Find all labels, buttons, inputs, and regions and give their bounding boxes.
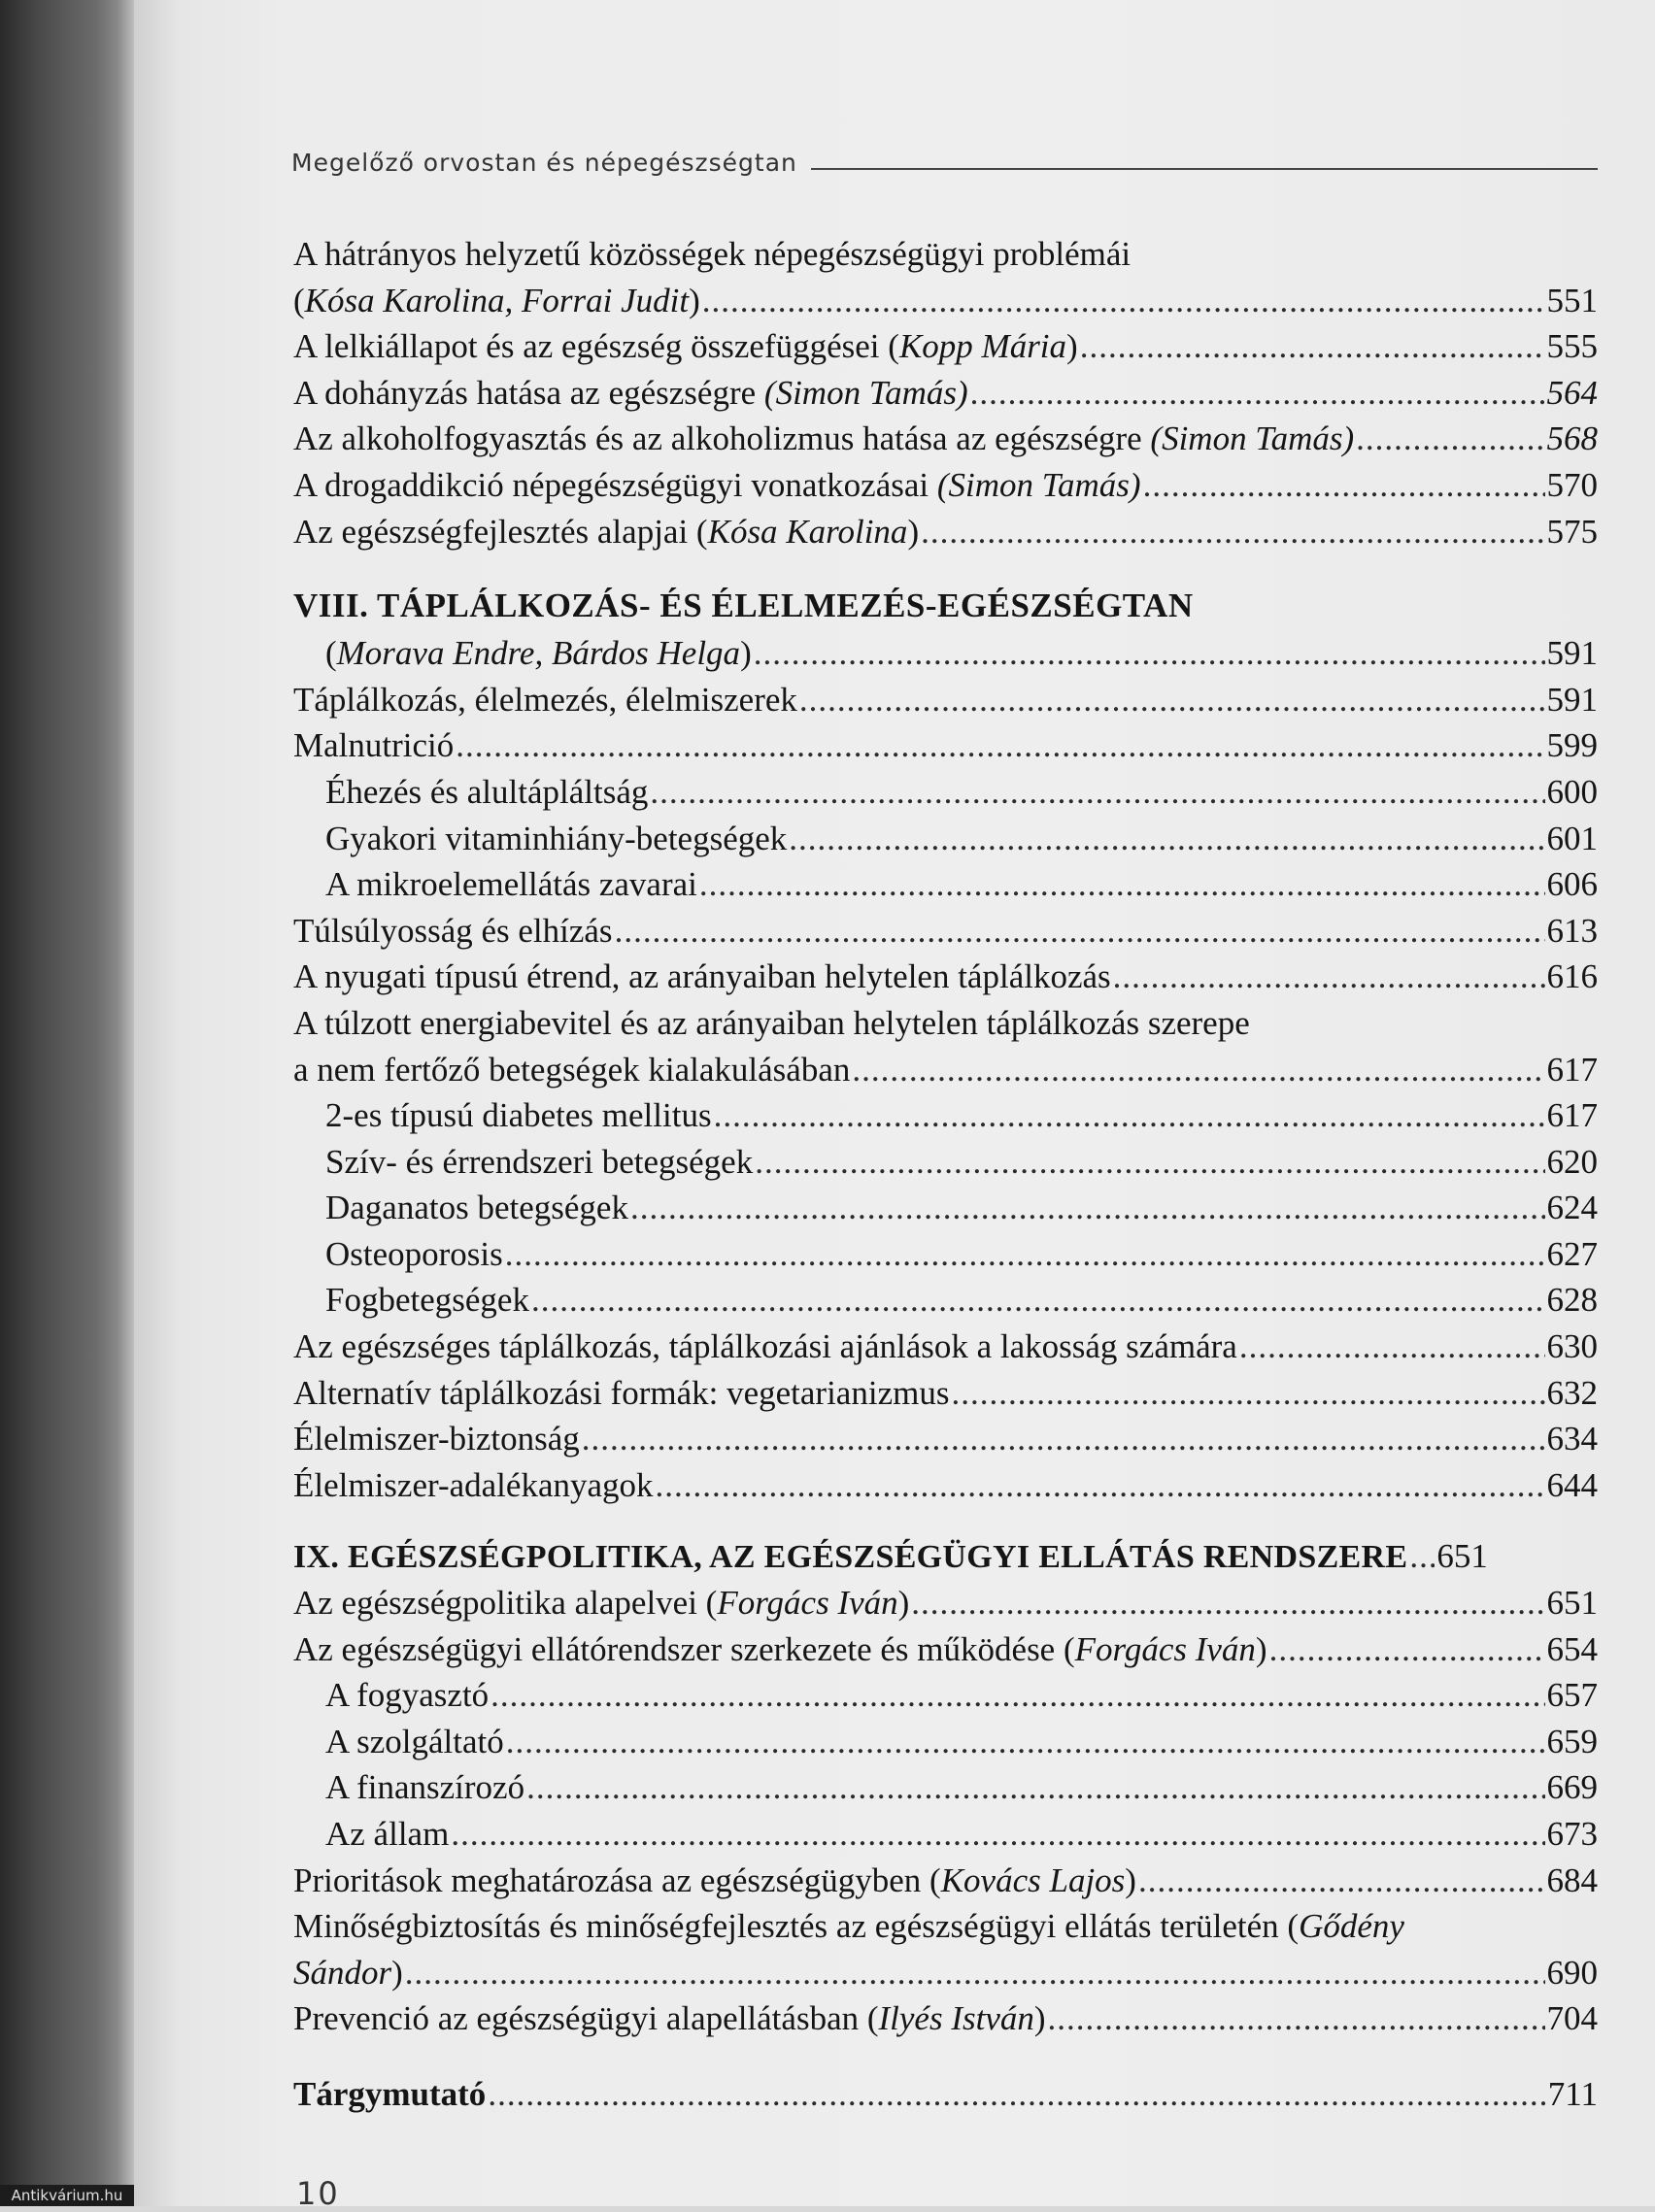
toc-entry-line: A túlzott energiabevitel és az arányaiban helytelen táplálkozás szerepe xyxy=(293,1003,1250,1042)
page-number: 651 xyxy=(1436,1537,1488,1576)
page-number: 617 xyxy=(1546,1050,1598,1089)
dot-leader xyxy=(921,509,1544,555)
page-number: 657 xyxy=(1546,1676,1598,1715)
dot-leader xyxy=(1138,1858,1545,1904)
toc-entry: (Morava Endre, Bárdos Helga) ..... 591 xyxy=(293,630,1598,677)
toc-entry: A mikroelemellátás zavarai ..... 606 xyxy=(293,861,1598,908)
dot-leader xyxy=(656,1462,1545,1509)
header-rule xyxy=(811,168,1598,170)
toc-entry: Daganatos betegségek ..... 624 xyxy=(293,1185,1598,1231)
dot-leader xyxy=(970,370,1545,417)
toc-entry: Sándor) ..... 690 xyxy=(293,1950,1598,1996)
dot-leader xyxy=(1143,462,1545,509)
dot-leader xyxy=(1239,1324,1545,1370)
dot-leader xyxy=(1269,1626,1545,1673)
toc-entry: Fogbetegségek ..... 628 xyxy=(293,1277,1598,1324)
toc-entry: A fogyasztó ..... 657 xyxy=(293,1672,1598,1719)
page-number: 627 xyxy=(1546,1234,1598,1273)
dot-leader xyxy=(755,1139,1544,1186)
dot-leader xyxy=(1356,416,1544,462)
toc-entry: A szolgáltató ..... 659 xyxy=(293,1719,1598,1765)
dot-leader xyxy=(1048,1995,1545,2042)
dot-leader xyxy=(526,1764,1544,1811)
toc-entry: A lelkiállapot és az egészség összefüggései (Kopp Mária) ..... 555 xyxy=(293,323,1598,370)
page-number: 628 xyxy=(1546,1281,1598,1320)
dot-leader xyxy=(615,908,1545,955)
dot-leader xyxy=(506,1719,1545,1765)
dot-leader xyxy=(799,677,1545,723)
toc-entry: Az alkoholfogyasztás és az alkoholizmus hatása az egészségre (Simon Tamás) ..... 568 xyxy=(293,416,1598,462)
toc-entry: Prevenció az egészségügyi alapellátásban (Ilyés István) ..... 704 xyxy=(293,1995,1598,2042)
toc-entry: Túlsúlyosság és elhízás ..... 613 xyxy=(293,908,1598,955)
toc-entry: Prioritások meghatározása az egészségügyben (Kovács Lajos) ..... 684 xyxy=(293,1858,1598,1904)
toc-entry: (Kósa Karolina, Forrai Judit) ..... 551 xyxy=(293,278,1598,324)
page-number: 630 xyxy=(1546,1327,1598,1366)
toc-entry: Malnutrició ..... 599 xyxy=(293,722,1598,769)
page-number: 564 xyxy=(1546,373,1598,412)
dot-leader xyxy=(405,1950,1545,1996)
toc-entry: Élelmiszer-biztonság ..... 634 xyxy=(293,1416,1598,1462)
toc-entry: a nem fertőző betegségek kialakulásában ..... 617 xyxy=(293,1047,1598,1093)
dot-leader xyxy=(951,1370,1544,1417)
page-number: 632 xyxy=(1546,1373,1598,1412)
page-number: 624 xyxy=(1546,1189,1598,1227)
page-number: 613 xyxy=(1546,911,1598,950)
page-folio: 10 xyxy=(296,2175,340,2212)
dot-leader xyxy=(754,630,1545,677)
page-number: 684 xyxy=(1546,1860,1598,1899)
dot-leader xyxy=(789,816,1544,862)
toc-entry: Éhezés és alultápláltság ..... 600 xyxy=(293,769,1598,816)
dot-leader xyxy=(702,278,1545,324)
page-number: 669 xyxy=(1546,1768,1598,1807)
page-number: 617 xyxy=(1546,1096,1598,1135)
page-number: 606 xyxy=(1546,865,1598,904)
toc-entry: 2-es típusú diabetes mellitus ..... 617 xyxy=(293,1092,1598,1139)
dot-leader xyxy=(650,769,1544,816)
dot-leader xyxy=(699,861,1545,908)
dot-leader xyxy=(714,1092,1545,1139)
page-number: 659 xyxy=(1546,1722,1598,1760)
dot-leader xyxy=(451,1811,1544,1858)
toc-entry: Az egészséges táplálkozás, táplálkozási ajánlások a lakosság számára ..... 630 xyxy=(293,1324,1598,1370)
page-number: 575 xyxy=(1546,512,1598,551)
section-heading-viii: VIII. TÁPLÁLKOZÁS- ÉS ÉLELMEZÉS-EGÉSZSÉGTAN xyxy=(293,587,1194,625)
page-number: 568 xyxy=(1546,419,1598,458)
page-number: 704 xyxy=(1546,1999,1598,2038)
page-number: 601 xyxy=(1546,819,1598,857)
toc-entry: A hátrányos helyzetű közösségek népegészségügyi problémái xyxy=(293,235,1131,273)
section-heading-ix: IX. EGÉSZSÉGPOLITIKA, AZ EGÉSZSÉGÜGYI ELLÁTÁS RENDSZERE ..... 651 xyxy=(293,1533,1598,1580)
page-number: 690 xyxy=(1546,1953,1598,1992)
toc-entry-line: Minőségbiztosítás és minőségfejlesztés az egészségügyi ellátás területén (Gődény xyxy=(293,1907,1404,1946)
dot-leader xyxy=(582,1416,1545,1462)
toc-entry: Az egészségügyi ellátórendszer szerkezete és működése (Forgács Iván) ..... 654 xyxy=(293,1626,1598,1673)
toc-entry: Osteoporosis ..... 627 xyxy=(293,1231,1598,1278)
dot-leader xyxy=(1113,954,1545,1000)
dot-leader xyxy=(1409,1533,1435,1580)
dot-leader xyxy=(488,2071,1545,2118)
dot-leader xyxy=(630,1185,1545,1231)
dot-leader xyxy=(1080,323,1545,370)
page-number: 654 xyxy=(1546,1629,1598,1668)
page-number: 551 xyxy=(1546,281,1598,319)
toc-entry: A nyugati típusú étrend, az arányaiban helytelen táplálkozás ..... 616 xyxy=(293,954,1598,1000)
running-header xyxy=(291,142,1598,181)
page-number: 600 xyxy=(1546,772,1598,811)
page-number: 711 xyxy=(1547,2074,1598,2113)
page-number: 620 xyxy=(1546,1142,1598,1181)
running-header-title: Megelőző orvostan és népegészségtan xyxy=(291,149,797,177)
toc-entry: A finanszírozó ..... 669 xyxy=(293,1764,1598,1811)
toc-entry: Alternatív táplálkozási formák: vegetarianizmus ..... 632 xyxy=(293,1370,1598,1417)
toc-entry: Az egészségpolitika alapelvei (Forgács Iván) ..... 651 xyxy=(293,1580,1598,1626)
dot-leader xyxy=(911,1580,1544,1626)
page-number: 644 xyxy=(1546,1465,1598,1504)
page-number: 651 xyxy=(1546,1584,1598,1623)
page-number: 570 xyxy=(1546,465,1598,504)
table-of-contents xyxy=(293,231,1598,2118)
toc-entry: A drogaddikció népegészségügyi vonatkozásai (Simon Tamás) ..... 570 xyxy=(293,462,1598,509)
toc-entry-index: Tárgymutató ..... 711 xyxy=(293,2071,1598,2118)
toc-entry: Az egészségfejlesztés alapjai (Kósa Karolina) ..... 575 xyxy=(293,509,1598,555)
page-number: 634 xyxy=(1546,1420,1598,1458)
page-number: 591 xyxy=(1546,634,1598,673)
page-number: 555 xyxy=(1546,327,1598,366)
toc-entry: Táplálkozás, élelmezés, élelmiszerek ..... 591 xyxy=(293,677,1598,723)
dot-leader xyxy=(490,1672,1544,1719)
toc-entry: Szív- és érrendszeri betegségek ..... 620 xyxy=(293,1139,1598,1186)
dot-leader xyxy=(852,1047,1544,1093)
watermark: Antikvárium.hu xyxy=(0,2185,134,2206)
page-number: 673 xyxy=(1546,1815,1598,1853)
toc-entry: A dohányzás hatása az egészségre (Simon Tamás) ..... 564 xyxy=(293,370,1598,417)
toc-entry: Gyakori vitaminhiány-betegségek ..... 601 xyxy=(293,816,1598,862)
dot-leader xyxy=(531,1277,1545,1324)
dot-leader xyxy=(505,1231,1545,1278)
toc-entry: Az állam ..... 673 xyxy=(293,1811,1598,1858)
toc-entry: Élelmiszer-adalékanyagok ..... 644 xyxy=(293,1462,1598,1509)
page-number: 616 xyxy=(1546,957,1598,996)
page-number: 591 xyxy=(1546,680,1598,719)
dot-leader xyxy=(456,722,1544,769)
book-spine-shadow xyxy=(0,0,134,2206)
page-number: 599 xyxy=(1546,726,1598,765)
